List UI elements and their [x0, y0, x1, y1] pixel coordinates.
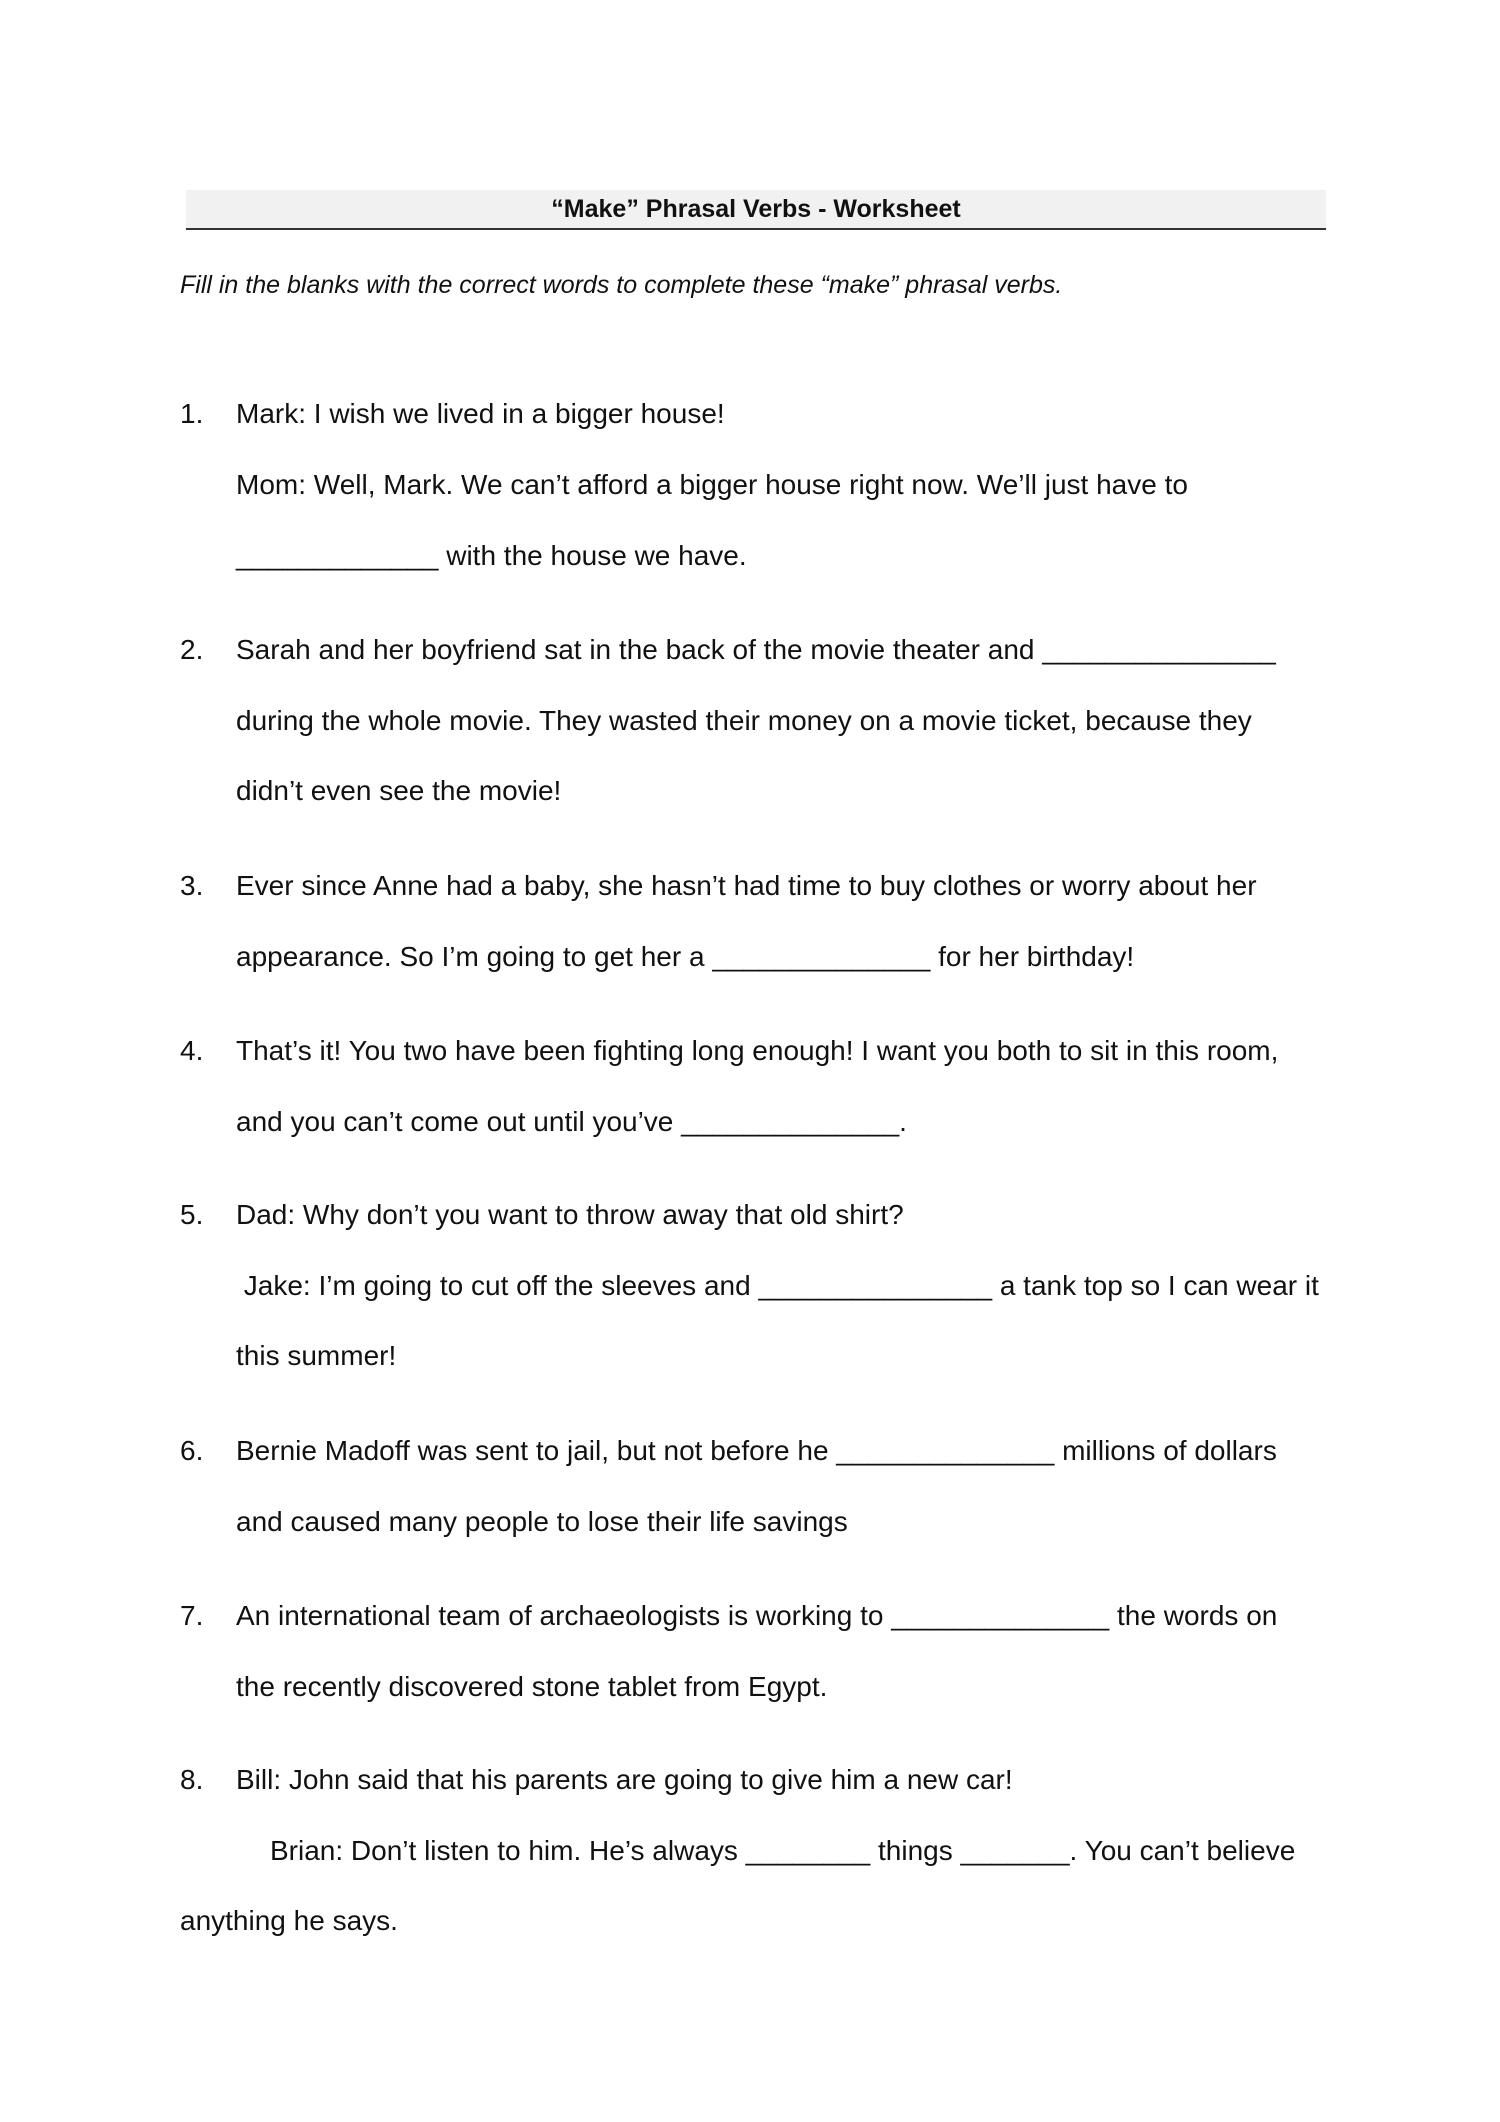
question-line: the recently discovered stone tablet from Egypt. — [236, 1671, 828, 1702]
question-number: 2. — [180, 634, 204, 665]
question-line: during the whole movie. They wasted their money on a movie ticket, because they — [236, 705, 1252, 736]
question-line: An international team of archaeologists is working to ______________ the words on — [236, 1600, 1278, 1631]
question-line: _____________ with the house we have. — [236, 540, 747, 571]
question-line: Ever since Anne had a baby, she hasn’t had time to buy clothes or worry about her — [236, 870, 1257, 901]
question-line: this summer! — [236, 1340, 397, 1371]
question-line: didn’t even see the movie! — [236, 775, 562, 806]
question-number: 3. — [180, 870, 204, 901]
question-line: Mark: I wish we lived in a bigger house! — [236, 398, 725, 429]
question-line: Brian: Don’t listen to him. He’s always ________ things _______. You can’t believe — [270, 1835, 1296, 1866]
question-number: 6. — [180, 1435, 204, 1466]
question-line: Mom: Well, Mark. We can’t afford a bigger house right now. We’ll just have to — [236, 469, 1188, 500]
question-line: Dad: Why don’t you want to throw away that old shirt? — [236, 1199, 904, 1230]
question-number: 1. — [180, 398, 204, 429]
question-line: appearance. So I’m going to get her a ______________ for her birthday! — [236, 941, 1135, 972]
question-line: anything he says. — [180, 1905, 398, 1936]
question-line: and caused many people to lose their life savings — [236, 1506, 848, 1537]
question-line: Jake: I’m going to cut off the sleeves and _______________ a tank top so I can wear it — [236, 1270, 1319, 1301]
question-line: Bill: John said that his parents are going to give him a new car! — [236, 1764, 1013, 1795]
question-line: and you can’t come out until you’ve ______________. — [236, 1106, 907, 1137]
title-bar — [186, 190, 1326, 230]
page-title: “Make” Phrasal Verbs - Worksheet — [551, 195, 961, 223]
question-number: 5. — [180, 1199, 204, 1230]
question-number: 4. — [180, 1035, 204, 1066]
question-line: That’s it! You two have been fighting long enough! I want you both to sit in this room, — [236, 1035, 1279, 1066]
question-number: 8. — [180, 1764, 204, 1795]
question-line: Bernie Madoff was sent to jail, but not before he ______________ millions of dollars — [236, 1435, 1277, 1466]
question-line: Sarah and her boyfriend sat in the back of the movie theater and _______________ — [236, 634, 1276, 665]
question-number: 7. — [180, 1600, 204, 1631]
instructions: Fill in the blanks with the correct words to complete these “make” phrasal verbs. — [180, 271, 1063, 299]
